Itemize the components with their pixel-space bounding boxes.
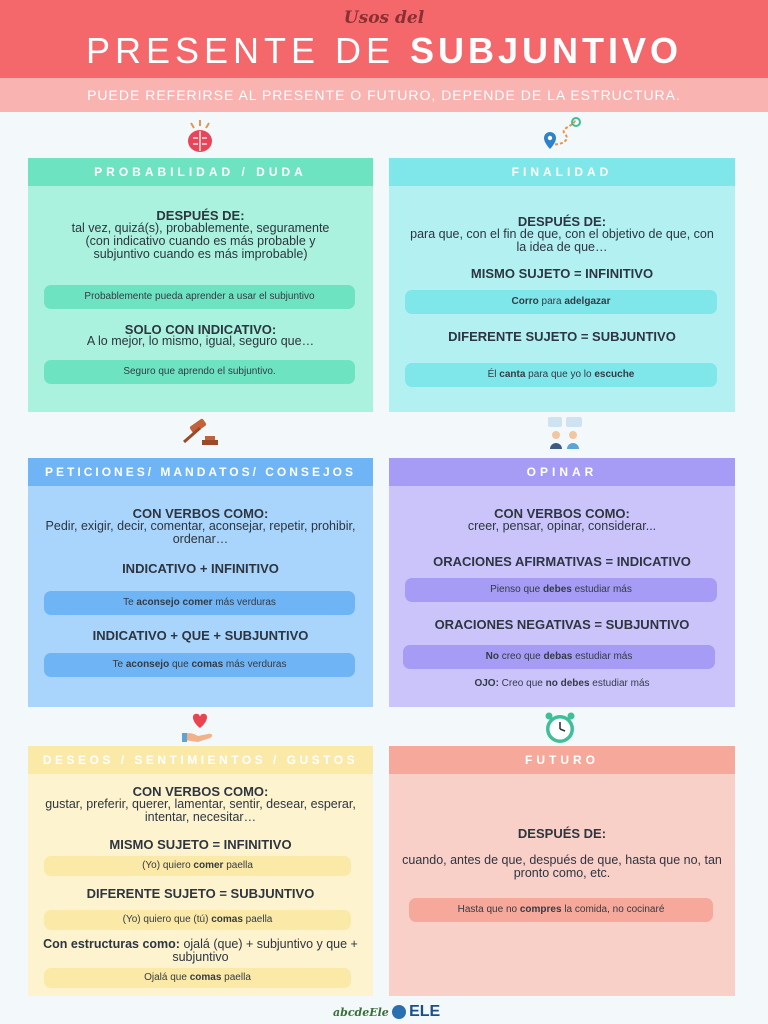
pill-text: estudiar más <box>571 584 632 595</box>
note-bold: no debes <box>545 678 590 689</box>
section-text: Pedir, exigir, decir, comentar, aconsejar, repetir, prohibir, ordenar… <box>45 519 356 546</box>
pill-text: paella <box>221 972 251 983</box>
pill-bold: comas <box>189 972 222 983</box>
section-heading: SOLO CON INDICATIVO: <box>124 322 277 337</box>
section-heading: CON VERBOS COMO: <box>132 506 269 521</box>
section-bold: Con estructuras como: <box>43 937 180 951</box>
gavel-icon <box>180 416 220 448</box>
example-pill <box>44 653 355 677</box>
panel-title: OPINAR <box>389 458 735 486</box>
section-text: tal vez, quizá(s), probablemente, seguramente (con indicativo cuando es más probable y subjuntivo cuando es más improbable) <box>71 221 330 261</box>
pill-bold: Corro <box>511 296 539 307</box>
section-text: para que, con el fin de que, con el objetivo de que, con la idea de que… <box>410 227 714 254</box>
panel-peticiones <box>28 458 373 707</box>
panel-title: FUTURO <box>389 746 735 774</box>
panel-title: PROBABILIDAD / DUDA <box>28 158 373 186</box>
people-chat-icon <box>546 415 584 451</box>
pill-text: Te <box>123 597 137 608</box>
pill-text: más verduras <box>223 659 287 670</box>
pill-text: Hasta que no <box>457 904 520 915</box>
header-pretitle: Usos del <box>343 8 425 28</box>
section-text: A lo mejor, lo mismo, igual, seguro que… <box>86 334 315 348</box>
pill-bold: comas <box>211 914 243 925</box>
note-plain: estudiar más <box>589 678 650 689</box>
pill-bold: adelgazar <box>564 296 611 307</box>
example-pill <box>44 591 355 615</box>
page-subtitle: PUEDE REFERIRSE AL PRESENTE O FUTURO, DEPENDE DE LA ESTRUCTURA. <box>0 78 768 112</box>
section-heading: INDICATIVO + INFINITIVO <box>122 561 279 576</box>
header-banner <box>0 0 768 78</box>
pill-text: Pienso que <box>490 584 543 595</box>
ele-logo <box>392 1003 440 1021</box>
section-heading: DIFERENTE SUJETO = SUBJUNTIVO <box>86 886 315 901</box>
section-heading: DESPUÉS DE: <box>517 214 607 229</box>
section-heading: CON VERBOS COMO: <box>494 506 630 521</box>
section-heading: MISMO SUJETO = INFINITIVO <box>109 837 292 852</box>
note-plain: Creo que <box>498 678 546 689</box>
pill-bold: comas <box>191 659 224 670</box>
brain-icon <box>185 118 215 154</box>
panel-futuro <box>389 746 735 996</box>
pill-text: que <box>169 659 192 670</box>
page-title <box>0 30 768 72</box>
pill-bold: compres <box>519 904 562 915</box>
section-heading: CON VERBOS COMO: <box>132 784 269 799</box>
alarm-clock-icon <box>543 711 577 745</box>
title-bold: SUBJUNTIVO <box>410 30 683 71</box>
example-pill <box>405 290 717 314</box>
heart-hand-icon <box>182 710 218 744</box>
pill-bold: No <box>485 651 499 662</box>
panel-title: FINALIDAD <box>389 158 735 186</box>
pill-text: la comida, no cocinaré <box>561 904 665 915</box>
example-pill <box>44 856 351 876</box>
example-pill <box>403 645 715 669</box>
example-pill <box>44 910 351 930</box>
pill-bold: aconsejo <box>125 659 170 670</box>
pill-text: creo que <box>498 651 544 662</box>
panel-finalidad <box>389 158 735 412</box>
note-bold: OJO: <box>474 678 499 689</box>
section-heading: DESPUÉS DE: <box>517 826 607 841</box>
ele-logo-mark <box>392 1005 406 1019</box>
section-heading: INDICATIVO + QUE + SUBJUNTIVO <box>92 628 309 643</box>
panel-probabilidad <box>28 158 373 412</box>
section-heading: DESPUÉS DE: <box>156 208 245 223</box>
pill-bold: comer <box>193 860 224 871</box>
section-heading: ORACIONES NEGATIVAS = SUBJUNTIVO <box>434 617 690 632</box>
panel-title: DESEOS / SENTIMIENTOS / GUSTOS <box>28 746 373 774</box>
abcdeele-logo: abcdeEle <box>333 1006 389 1019</box>
example-pill <box>409 898 713 922</box>
map-route-icon <box>541 116 585 156</box>
example-pill <box>405 578 717 602</box>
note-text <box>401 677 723 691</box>
pill-text: más verduras <box>212 597 276 608</box>
section-plain: ojalá (que) + subjuntivo y que + subjuntivo <box>172 937 358 964</box>
pill-text: (Yo) quiero que (tú) <box>122 914 212 925</box>
pill-bold: aconsejo comer <box>136 597 213 608</box>
panel-deseos <box>28 746 373 996</box>
pill-bold: debas <box>543 651 573 662</box>
pill-bold: canta <box>499 369 526 380</box>
example-pill: Seguro que aprendo el subjuntivo. <box>44 360 355 384</box>
example-pill <box>405 363 717 387</box>
section-text: gustar, preferir, querer, lamentar, sentir, desear, esperar, intentar, necesitar… <box>45 797 356 824</box>
title-regular: PRESENTE DE <box>85 30 395 71</box>
pill-text: Te <box>112 659 126 670</box>
pill-text: Ojalá que <box>144 972 190 983</box>
ele-logo-text: ELE <box>409 1003 441 1020</box>
section-text: creer, pensar, opinar, considerar... <box>467 519 657 533</box>
pill-text: Él <box>487 369 500 380</box>
example-pill: Probablemente pueda aprender a usar el subjuntivo <box>44 285 355 309</box>
section-heading: ORACIONES AFIRMATIVAS = INDICATIVO <box>433 554 691 569</box>
pill-text: estudiar más <box>572 651 633 662</box>
panel-opinar <box>389 458 735 707</box>
pill-bold: escuche <box>594 369 635 380</box>
pill-text: (Yo) quiero <box>142 860 194 871</box>
example-pill <box>44 968 351 988</box>
pill-text: paella <box>242 914 273 925</box>
pill-text: paella <box>223 860 253 871</box>
section-heading: MISMO SUJETO = INFINITIVO <box>470 266 654 281</box>
pill-text: para que yo lo <box>525 369 595 380</box>
section-text: cuando, antes de que, después de que, hasta que no, tan pronto como, etc. <box>402 853 722 880</box>
pill-text: para <box>538 296 565 307</box>
panel-title: PETICIONES/ MANDATOS/ CONSEJOS <box>28 458 373 486</box>
section-heading: DIFERENTE SUJETO = SUBJUNTIVO <box>448 329 676 344</box>
pill-bold: debes <box>542 584 572 595</box>
section-text <box>32 938 369 964</box>
